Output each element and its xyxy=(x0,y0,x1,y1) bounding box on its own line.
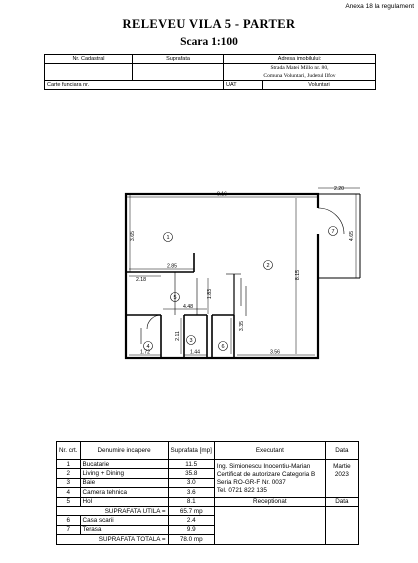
dim-3-35: 3.35 xyxy=(239,320,245,332)
suprafata-value xyxy=(133,64,224,81)
address-label: Adresa imobilului: xyxy=(224,55,376,64)
utila-row xyxy=(57,506,359,515)
table-row: 6 Casa scarii 2.4 xyxy=(57,516,359,525)
scale-label: Scara 1:100 xyxy=(180,36,238,48)
dim-2-11: 2.11 xyxy=(175,331,181,341)
col-area-header: Suprafata [mp] xyxy=(168,442,214,460)
table-row: 1 Bucatarie 11.5 Ing. Simionescu Inocentiu-Marian Certificat de autorizare Categoria B Seria RO-GR-F Nr. 0037 Tel. 0721 822 135 Martie 2023 xyxy=(57,460,359,469)
dim-1-44: 1.44 xyxy=(189,349,201,356)
dim-1-83: 1.83 xyxy=(207,288,213,300)
receptionat-date xyxy=(325,506,358,544)
technical-door-swing xyxy=(147,315,161,329)
nr-cadastral-value xyxy=(45,64,133,81)
col-name-header: Denumire incapere xyxy=(80,442,168,460)
uat-value: Voluntari xyxy=(263,81,376,90)
uat-label: UAT xyxy=(224,81,263,90)
address-line-2: Comuna Voluntari, Judetul Ilfov xyxy=(263,73,336,79)
room-label-6: 6 xyxy=(221,344,225,350)
room-label-5: 5 xyxy=(173,295,177,301)
dim-3-65: 3.65 xyxy=(130,230,136,242)
receptionat-area xyxy=(214,506,325,544)
executant-details: Ing. Simionescu Inocentiu-Marian Certificat de autorizare Categoria B Seria RO-GR-F Nr. 0037 Tel. 0721 822 135 xyxy=(214,460,325,498)
address-value xyxy=(224,64,376,81)
utila-value: 65.7 mp xyxy=(168,506,214,515)
executant-header: Executant xyxy=(214,442,325,460)
dim-2-85: 2.85 xyxy=(166,263,178,270)
table-row: 7 Terasa 9.9 xyxy=(57,525,359,534)
dim-4-65: 4.65 xyxy=(349,230,355,242)
receptionat-header: Receptionat xyxy=(214,497,325,506)
utila-label: SUPRAFATA UTILA = xyxy=(57,506,169,515)
dim-8-15: 8.15 xyxy=(295,269,301,281)
room-label-7: 7 xyxy=(331,229,335,235)
carte-funciara-label: Carte funciara nr. xyxy=(45,81,224,90)
room-label-1: 1 xyxy=(166,235,170,241)
col-nr-header: Nr. crt. xyxy=(57,442,81,460)
totala-label: SUPRAFATA TOTALA = xyxy=(57,535,169,544)
dim-2-20: 2.20 xyxy=(333,186,345,192)
annex-label: Anexa 18 la regulament xyxy=(345,3,414,10)
data-header: Data xyxy=(325,442,358,460)
address-line-1: Strada Matei Millo nr. 80, xyxy=(270,65,329,71)
suprafata-label: Suprafata xyxy=(133,55,224,64)
table-row: 2 Living + Dining 35.8 xyxy=(57,469,359,478)
document-title: RELEVEU VILA 5 - PARTER xyxy=(122,17,296,31)
dim-1-72: 1.72 xyxy=(139,349,151,356)
rooms-table xyxy=(56,441,359,545)
totala-value: 78.0 mp xyxy=(168,535,214,544)
property-info-table xyxy=(44,54,376,90)
nr-cadastral-label: Nr. Cadastral xyxy=(45,55,133,64)
table-row: 5 Hol 8.1 Receptionat Data xyxy=(57,497,359,506)
table-row: 4 Camera tehnica 3.6 xyxy=(57,488,359,497)
dim-3-56: 3.56 xyxy=(269,349,281,356)
table-row: 3 Baie 3.0 xyxy=(57,478,359,487)
room-label-2: 2 xyxy=(266,263,270,269)
room-label-4: 4 xyxy=(146,344,150,350)
dim-4-48: 4.48 xyxy=(182,304,194,310)
dim-2-18: 2.18 xyxy=(135,277,147,283)
execution-date: Martie 2023 xyxy=(325,460,358,498)
dim-8-16: 8.16 xyxy=(216,191,228,198)
floor-plan xyxy=(115,178,365,366)
receptionat-date-header: Data xyxy=(325,497,358,506)
room-label-3: 3 xyxy=(189,338,193,344)
